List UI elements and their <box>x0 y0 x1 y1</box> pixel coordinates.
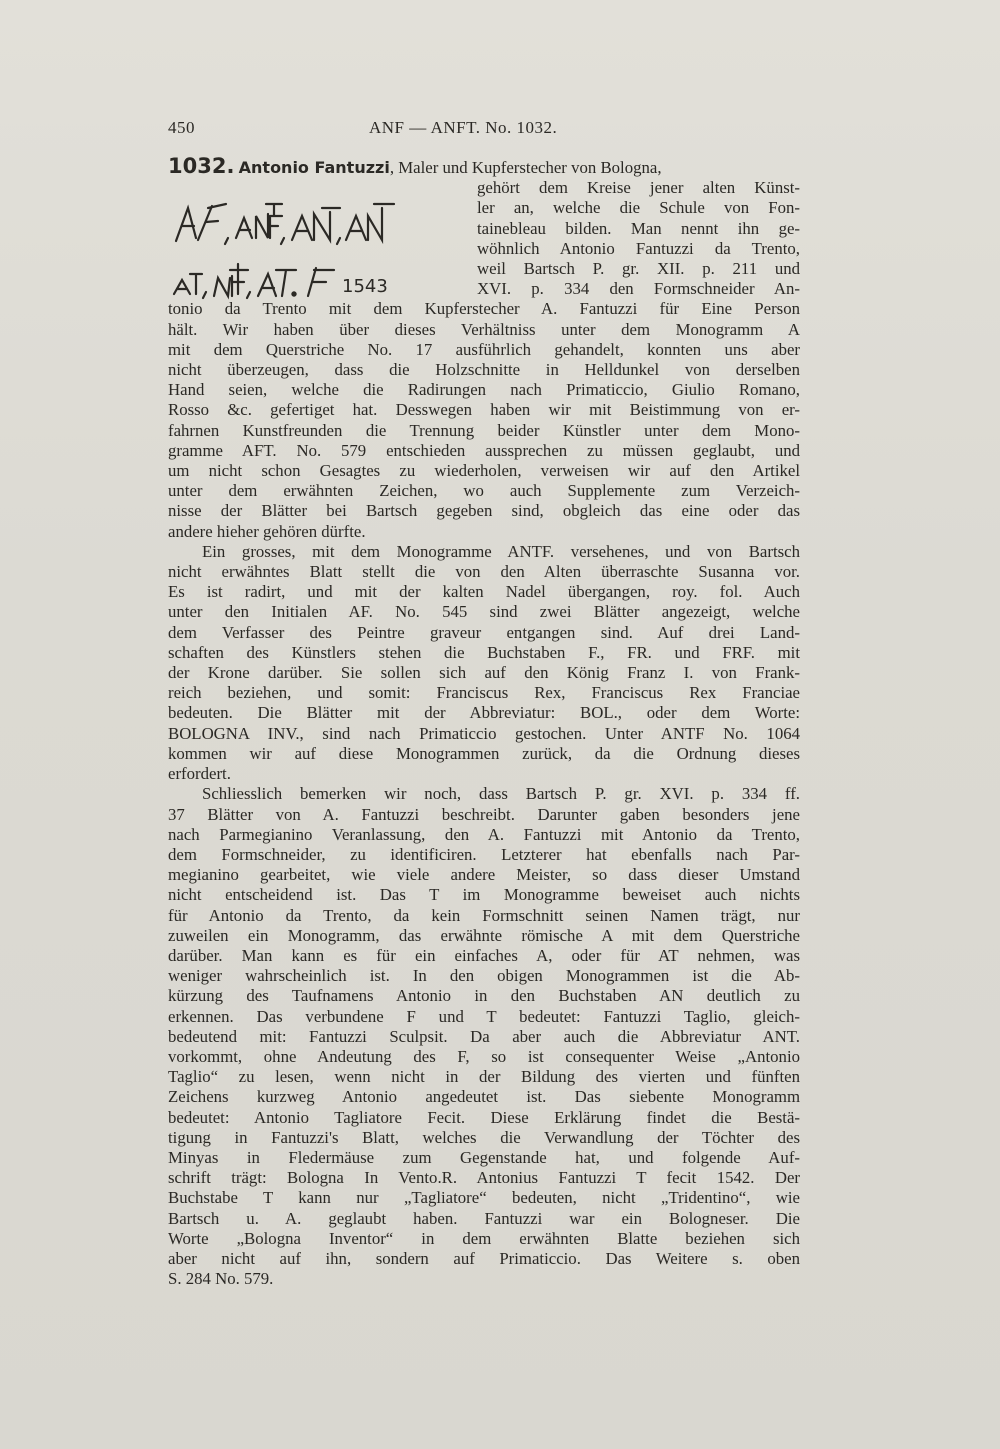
text-line: zuweilen ein Monogramm, das erwähnte römische A mit dem Querstriche <box>168 925 800 945</box>
monogram-year: 1543 <box>342 276 388 297</box>
lead-line: XVI. p. 334 den Formschneider An- <box>477 279 800 299</box>
text-line: weniger wahrscheinlich ist. In den obigen Monogrammen ist die Ab- <box>168 966 800 986</box>
entry-text <box>168 156 800 1289</box>
lead-line: ler an, welche die Schule von Fon- <box>477 198 800 218</box>
text-line: schrift trägt: Bologna In Vento.R. Antonius Fantuzzi T fecit 1542. Der <box>168 1168 800 1188</box>
text-line: tigung in Fantuzzi's Blatt, welches die Verwandlung der Töchter des <box>168 1127 800 1147</box>
text-line: erkennen. Das verbundene F und T bedeutet: Fantuzzi Taglio, gleich- <box>168 1006 800 1026</box>
paragraph-3 <box>168 784 800 1289</box>
lead-line-0: , Maler und Kupferstecher von Bologna, <box>389 158 662 177</box>
paragraph-1 <box>168 299 800 541</box>
text-line: megianino gearbeitet, wie viele andere Meister, so dass dieser Umstand <box>168 865 800 885</box>
entry-first-line <box>168 156 800 178</box>
text-line: Buchstabe T kann nur „Tagliatore“ bedeuten, nicht „Tridentino“, wie <box>168 1188 800 1208</box>
lead-line: tainebleau bilden. Man nennt ihn ge- <box>477 218 800 238</box>
text-line: Ein grosses, mit dem Monogramme ANTF. versehenes, und von Bartsch <box>202 541 800 561</box>
text-line: kürzung des Taufnamens Antonio in den Buchstaben AN deutlich zu <box>168 986 800 1006</box>
text-line: Schliesslich bemerken wir noch, dass Bartsch P. gr. XVI. p. 334 ff. <box>202 784 800 804</box>
text-line: nicht entscheidend ist. Das T im Monogramme beweiset auch nichts <box>168 885 800 905</box>
text-line: unter den Initialen AF. No. 545 sind zwei Blätter angezeigt, welche <box>168 602 800 622</box>
lead-line: gehört dem Kreise jener alten Künst- <box>477 178 800 198</box>
text-line: um nicht schon Gesagtes zu wiederholen, verweisen wir auf den Artikel <box>168 461 800 481</box>
text-line: bedeutend mit: Fantuzzi Sculpsit. Da aber auch die Abbreviatur ANT. <box>168 1026 800 1046</box>
page-number: 450 <box>168 118 195 137</box>
running-title: ANF — ANFT. No. 1032. <box>369 118 558 137</box>
text-line: nicht überzeugen, dass die Holzschnitte in Helldunkel von derselben <box>168 360 800 380</box>
running-header <box>168 118 800 140</box>
lead-line: wöhnlich Antonio Fantuzzi da Trento, <box>477 238 800 258</box>
text-line: Taglio“ zu lesen, wenn nicht in der Bildung des vierten und fünften <box>168 1067 800 1087</box>
text-line: hält. Wir haben über dieses Verhältniss unter dem Monogramm A <box>168 319 800 339</box>
text-line: dem Formschneider, zu identificiren. Letzterer hat ebenfalls nach Par- <box>168 844 800 864</box>
text-line: bedeuten. Die Blätter mit der Abbreviatur: BOL., oder dem Worte: <box>168 703 800 723</box>
text-line: mit dem Querstriche No. 17 ausführlich gehandelt, konnten uns aber <box>168 339 800 359</box>
text-line: fahrnen Kunstfreunden die Trennung beider Künstler unter dem Mono- <box>168 420 800 440</box>
text-line: Minyas in Fledermäuse zum Gegenstande hat, und folgende Auf- <box>168 1147 800 1167</box>
entry-number: 1032. <box>168 154 235 178</box>
text-line: erfordert. <box>168 764 231 784</box>
text-line: andere hieher gehören dürfte. <box>168 521 366 541</box>
text-line: nisse der Blätter bei Bartsch gegeben sind, obgleich das eine oder das <box>168 501 800 521</box>
text-line: darüber. Man kann es für ein einfaches A, oder für AT nehmen, was <box>168 945 800 965</box>
entry-name: Antonio Fantuzzi <box>238 158 390 177</box>
text-line: S. 284 No. 579. <box>168 1269 274 1289</box>
lead-lines <box>477 178 800 299</box>
paragraph-2 <box>168 542 800 784</box>
text-line: Hand seien, welche die Radirungen nach Primaticcio, Giulio Romano, <box>168 380 800 400</box>
lead-line: weil Bartsch P. gr. XII. p. 211 und <box>477 259 800 279</box>
text-line: Rosso &c. gefertiget hat. Desswegen haben wir mit Beistimmung von er- <box>168 400 800 420</box>
text-line: der Krone darüber. Sie sollen sich auf den König Franz I. von Frank- <box>168 663 800 683</box>
text-line: für Antonio da Trento, da kein Formschnitt seinen Namen trägt, nur <box>168 905 800 925</box>
text-line: Bartsch u. A. geglaubt haben. Fantuzzi war ein Bologneser. Die <box>168 1208 800 1228</box>
text-line: Es ist radirt, und mit der kalten Nadel übergangen, roy. fol. Auch <box>168 582 800 602</box>
text-line: aber nicht auf ihn, sondern auf Primaticcio. Das Weitere s. oben <box>168 1248 800 1268</box>
text-line: nicht erwähntes Blatt stellt die von den Alten überraschte Susanna vor. <box>168 562 800 582</box>
text-line: gramme AFT. No. 579 entschieden aussprechen zu müssen geglaubt, und <box>168 440 800 460</box>
text-line: tonio da Trento mit dem Kupferstecher A. Fantuzzi für Eine Person <box>168 299 800 319</box>
text-line: schaften des Künstlers stehen die Buchstaben F., FR. und FRF. mit <box>168 642 800 662</box>
text-line: kommen wir auf diese Monogrammen zurück, da die Ordnung dieses <box>168 743 800 763</box>
text-line: reich beziehen, und somit: Franciscus Rex, Franciscus Rex Franciae <box>168 683 800 703</box>
text-line: Worte „Bologna Inventor“ in dem erwähnten Blatte beziehen sich <box>168 1228 800 1248</box>
text-line: dem Verfasser des Peintre graveur entgangen sind. Auf drei Land- <box>168 622 800 642</box>
text-line: bedeutet: Antonio Tagliatore Fecit. Diese Erklärung findet die Bestä- <box>168 1107 800 1127</box>
text-line: Zeichens kurzweg Antonio angedeutet ist. Das siebente Monogramm <box>168 1087 800 1107</box>
text-line: vorkommt, ohne Andeutung des F, so ist consequenter Weise „Antonio <box>168 1046 800 1066</box>
text-line: nach Parmegianino Veranlassung, den A. Fantuzzi mit Antonio da Trento, <box>168 824 800 844</box>
text-line: BOLOGNA INV., sind nach Primaticcio gestochen. Unter ANTF No. 1064 <box>168 723 800 743</box>
text-line: 37 Blätter von A. Fantuzzi beschreibt. Darunter gaben besonders jene <box>168 804 800 824</box>
text-line: unter dem erwähnten Zeichen, wo auch Supplemente zum Verzeich- <box>168 481 800 501</box>
